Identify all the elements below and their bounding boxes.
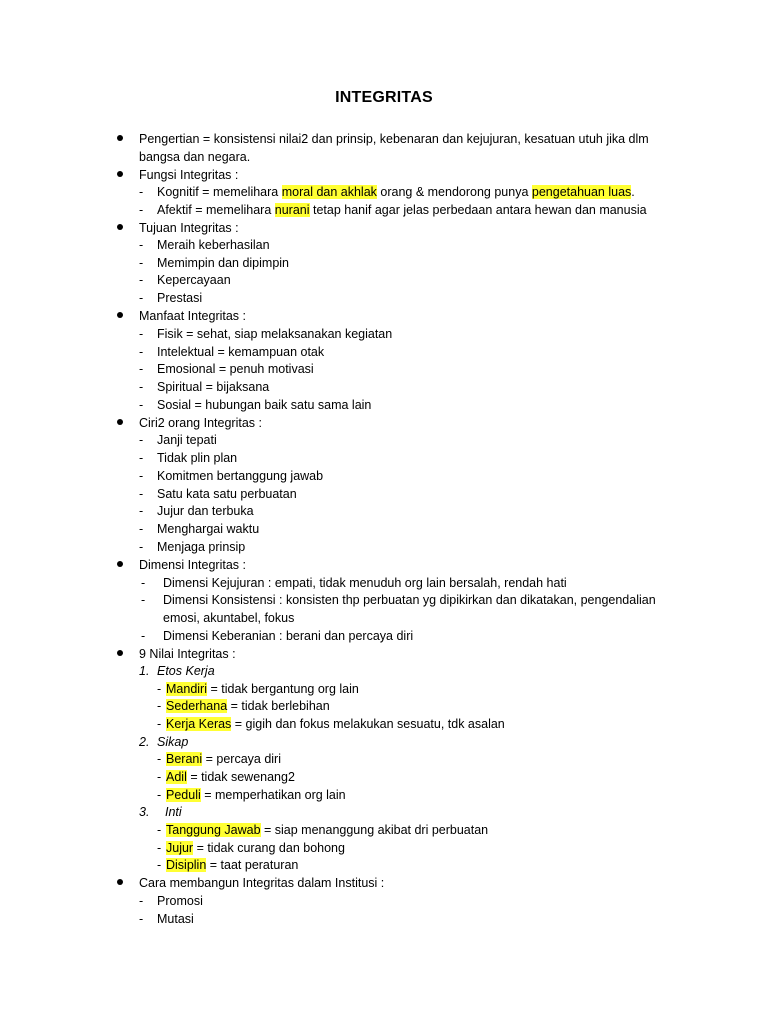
- nilai-item: [166, 698, 330, 714]
- manfaat-heading: Manfaat Integritas :: [139, 309, 247, 323]
- dimensi-heading: Dimensi Integritas :: [139, 558, 246, 572]
- list-item: Satu kata satu perbuatan: [157, 487, 297, 501]
- kognitif-period: .: [631, 185, 635, 199]
- bullet-membangun: [117, 879, 123, 885]
- ciri-heading: Ciri2 orang Integritas :: [139, 416, 262, 430]
- list-item: Fisik = sehat, siap melaksanakan kegiatan: [157, 327, 393, 341]
- dash-marker: -: [139, 398, 144, 412]
- bullet-nilai: [117, 650, 123, 656]
- dash-marker: -: [141, 629, 146, 643]
- page-title: INTEGRITAS: [335, 89, 433, 106]
- nilai-desc: = gigih dan fokus melakukan sesuatu, tdk asalan: [231, 717, 505, 731]
- afektif-text-2: tetap hanif agar jelas perbedaan antara hewan dan manusia: [309, 203, 647, 217]
- list-item: Spiritual = bijaksana: [157, 380, 270, 394]
- dash-marker: -: [139, 256, 144, 270]
- dash-marker: -: [139, 504, 144, 518]
- dash-marker: -: [157, 682, 162, 696]
- nilai-desc: = tidak sewenang2: [186, 770, 295, 784]
- highlight-term: Berani: [166, 752, 203, 766]
- group-number: 2.: [139, 735, 150, 749]
- bullet-dimensi: [117, 561, 123, 567]
- bullet-tujuan: [117, 224, 123, 230]
- dash-marker: -: [157, 841, 162, 855]
- bullet-fungsi: [117, 171, 123, 177]
- tujuan-heading: Tujuan Integritas :: [139, 221, 239, 235]
- group-name-inti: Inti: [165, 805, 182, 819]
- bullet-ciri: [117, 419, 123, 425]
- nilai-item: [166, 681, 359, 697]
- nilai-item: [166, 787, 346, 803]
- list-item: Intelektual = kemampuan otak: [157, 345, 325, 359]
- bullet-pengertian: [117, 135, 123, 141]
- bullet-manfaat: [117, 312, 123, 318]
- dash-marker: -: [139, 912, 144, 926]
- highlight-term: Kerja Keras: [166, 717, 232, 731]
- highlight-nurani: nurani: [274, 203, 310, 217]
- list-item: Prestasi: [157, 291, 203, 305]
- list-item: Kepercayaan: [157, 273, 231, 287]
- dimensi-konsistensi-1: Dimensi Konsistensi : konsisten thp perbuatan yg dipikirkan dan dikatakan, pengendalian: [163, 593, 656, 607]
- nilai-desc: = tidak curang dan bohong: [193, 841, 345, 855]
- pengertian-line-1: Pengertian = konsistensi nilai2 dan prinsip, kebenaran dan kejujuran, kesatuan utuh jika dlm: [139, 132, 649, 146]
- dash-marker: -: [139, 451, 144, 465]
- fungsi-afektif: [157, 202, 647, 218]
- nilai-desc: = tidak berlebihan: [227, 699, 330, 713]
- dash-marker: -: [157, 699, 162, 713]
- nilai-item: [166, 716, 505, 732]
- pengertian-line-2: bangsa dan negara.: [139, 150, 251, 164]
- dash-marker: -: [139, 469, 144, 483]
- group-name-sikap: Sikap: [157, 735, 189, 749]
- dash-marker: -: [139, 291, 144, 305]
- dash-marker: -: [141, 593, 146, 607]
- kognitif-text: Kognitif = memelihara: [157, 185, 282, 199]
- list-item: Memimpin dan dipimpin: [157, 256, 290, 270]
- dash-marker: -: [139, 185, 144, 199]
- group-name-etos-kerja: Etos Kerja: [157, 664, 215, 678]
- nilai-item: [166, 751, 281, 767]
- dash-marker: -: [139, 540, 144, 554]
- nilai-desc: = taat peraturan: [206, 858, 299, 872]
- list-item: Promosi: [157, 894, 203, 908]
- highlight-term: Jujur: [166, 841, 194, 855]
- dash-marker: -: [139, 433, 144, 447]
- dimensi-keberanian: Dimensi Keberanian : berani dan percaya diri: [163, 629, 414, 643]
- group-number: 1.: [139, 664, 150, 678]
- highlight-moral-akhlak: moral dan akhlak: [281, 185, 377, 199]
- nilai-item: [166, 857, 298, 873]
- highlight-term: Peduli: [166, 788, 201, 802]
- nilai-item: [166, 840, 345, 856]
- dash-marker: -: [157, 788, 162, 802]
- dash-marker: -: [157, 823, 162, 837]
- list-item: Tidak plin plan: [157, 451, 238, 465]
- nilai-desc: = siap menanggung akibat dri perbuatan: [260, 823, 489, 837]
- nilai-item: [166, 822, 488, 838]
- list-item: Komitmen bertanggung jawab: [157, 469, 324, 483]
- highlight-term: Tanggung Jawab: [166, 823, 261, 837]
- list-item: Menjaga prinsip: [157, 540, 246, 554]
- dash-marker: -: [139, 380, 144, 394]
- list-item: Meraih keberhasilan: [157, 238, 270, 252]
- fungsi-heading: Fungsi Integritas :: [139, 168, 239, 182]
- dash-marker: -: [139, 345, 144, 359]
- dash-marker: -: [139, 238, 144, 252]
- dash-marker: -: [157, 858, 162, 872]
- dash-marker: -: [157, 717, 162, 731]
- dash-marker: -: [141, 576, 146, 590]
- list-item: Menghargai waktu: [157, 522, 260, 536]
- nilai-desc: = percaya diri: [202, 752, 281, 766]
- dash-marker: -: [139, 487, 144, 501]
- highlight-pengetahuan-luas: pengetahuan luas: [531, 185, 632, 199]
- dash-marker: -: [157, 770, 162, 784]
- highlight-term: Disiplin: [166, 858, 207, 872]
- list-item: Emosional = penuh motivasi: [157, 362, 314, 376]
- dash-marker: -: [139, 327, 144, 341]
- dash-marker: -: [139, 203, 144, 217]
- dimensi-kejujuran: Dimensi Kejujuran : empati, tidak menuduh org lain bersalah, rendah hati: [163, 576, 567, 590]
- membangun-heading: Cara membangun Integritas dalam Institusi :: [139, 876, 385, 890]
- highlight-term: Adil: [166, 770, 187, 784]
- dash-marker: -: [139, 522, 144, 536]
- nilai-item: [166, 769, 295, 785]
- dash-marker: -: [139, 362, 144, 376]
- list-item: Sosial = hubungan baik satu sama lain: [157, 398, 372, 412]
- fungsi-kognitif: [157, 184, 635, 200]
- highlight-term: Mandiri: [166, 682, 207, 696]
- list-item: Janji tepati: [157, 433, 217, 447]
- afektif-text: Afektif = memelihara: [157, 203, 275, 217]
- dash-marker: -: [139, 273, 144, 287]
- dash-marker: -: [157, 752, 162, 766]
- list-item: Jujur dan terbuka: [157, 504, 254, 518]
- nilai-heading: 9 Nilai Integritas :: [139, 647, 236, 661]
- list-item: Mutasi: [157, 912, 194, 926]
- kognitif-text-2: orang & mendorong punya: [376, 185, 532, 199]
- dimensi-konsistensi-2: emosi, akuntabel, fokus: [163, 611, 295, 625]
- dash-marker: -: [139, 894, 144, 908]
- nilai-desc: = tidak bergantung org lain: [207, 682, 359, 696]
- nilai-desc: = memperhatikan org lain: [200, 788, 346, 802]
- group-number: 3.: [139, 805, 150, 819]
- highlight-term: Sederhana: [166, 699, 228, 713]
